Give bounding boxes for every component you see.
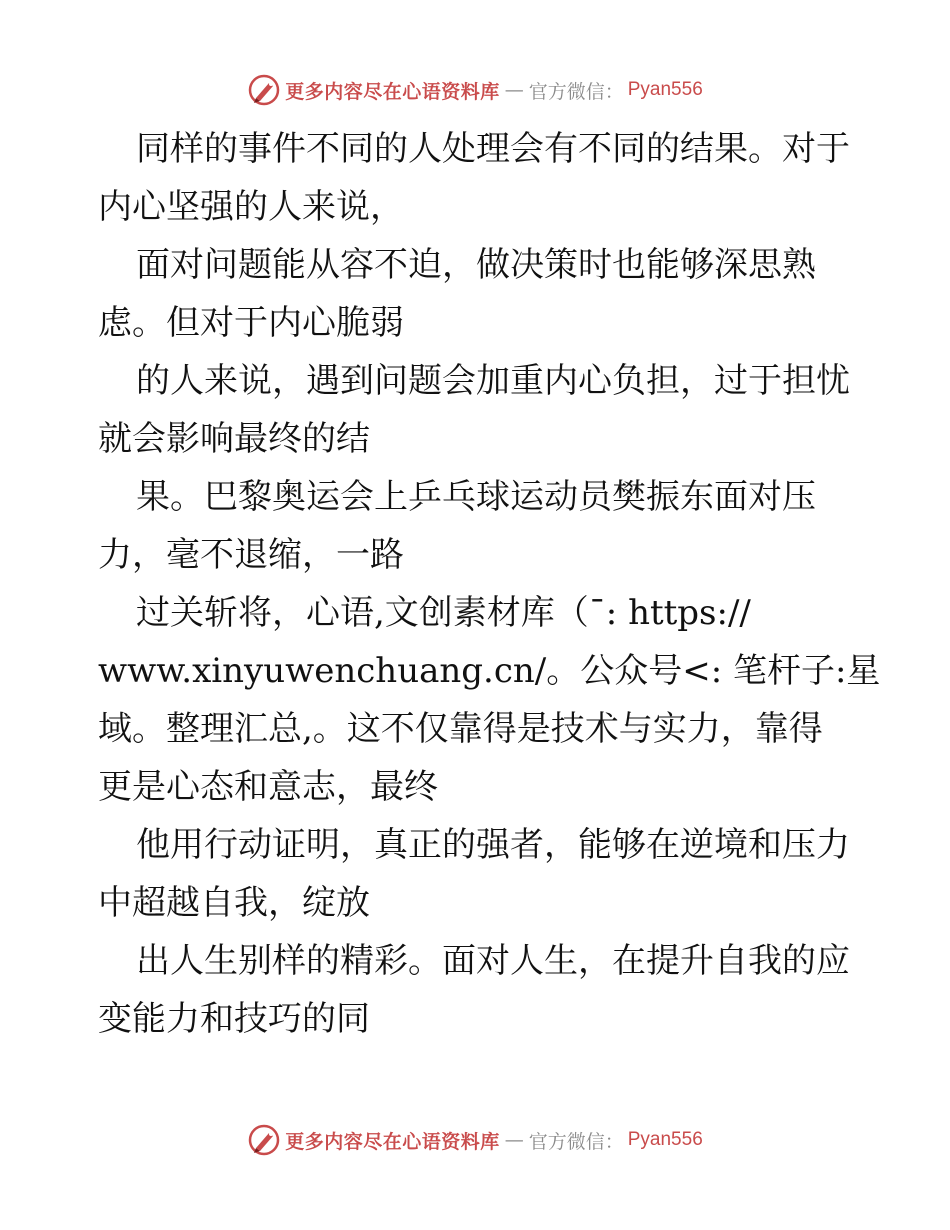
header-wechat-label: 官方微信：: [528, 80, 624, 103]
pen-logo-icon: [247, 1123, 281, 1157]
body-line: 同样的事件不同的人处理会有不同的结果。对于: [136, 129, 850, 169]
header-banner: [0, 70, 950, 110]
header-brand-text: 更多内容尽在心语资料库: [285, 80, 500, 103]
body-line: 更是心态和意志，最终: [98, 767, 438, 807]
body-line: 就会影响最终的结: [98, 419, 370, 459]
body-line: 面对问题能从容不迫，做决策时也能够深思熟: [136, 245, 816, 285]
footer-banner-inner: [247, 1123, 703, 1157]
body-line: 力，毫不退缩，一路: [98, 535, 404, 575]
body-line: 域。整理汇总,。这不仅靠得是技术与实力，靠得: [98, 709, 823, 749]
body-line: 果。巴黎奥运会上乒乓球运动员樊振东面对压: [136, 477, 816, 517]
footer-dash: —: [504, 1129, 524, 1151]
body-line: 的人来说，遇到问题会加重内心负担，过于担忧: [136, 361, 850, 401]
header-dash: —: [504, 79, 524, 101]
header-banner-inner: [247, 73, 703, 107]
body-line: 内心坚强的人来说，: [98, 187, 404, 227]
footer-wechat-label: 官方微信：: [528, 1130, 624, 1153]
footer-brand-text: 更多内容尽在心语资料库: [285, 1130, 500, 1153]
body-line: www.xinyuwenchuang.cn/。公众号<: 笔杆子:星: [98, 651, 881, 691]
body-line: 中超越自我，绽放: [98, 883, 370, 923]
body-line: 出人生别样的精彩。面对人生，在提升自我的应: [136, 941, 850, 981]
footer-banner: [0, 1120, 950, 1160]
body-line: 他用行动证明，真正的强者，能够在逆境和压力: [136, 825, 850, 865]
pen-logo-icon: [247, 73, 281, 107]
body-line: 过关斩将，心语,文创素材库（¯: https://: [136, 593, 751, 633]
body-line: 虑。但对于内心脆弱: [98, 303, 404, 343]
header-wechat-id: Pyan556: [627, 79, 703, 100]
body-line: 变能力和技巧的同: [98, 999, 370, 1039]
document-body: [98, 120, 881, 1048]
footer-wechat-id: Pyan556: [627, 1129, 703, 1150]
